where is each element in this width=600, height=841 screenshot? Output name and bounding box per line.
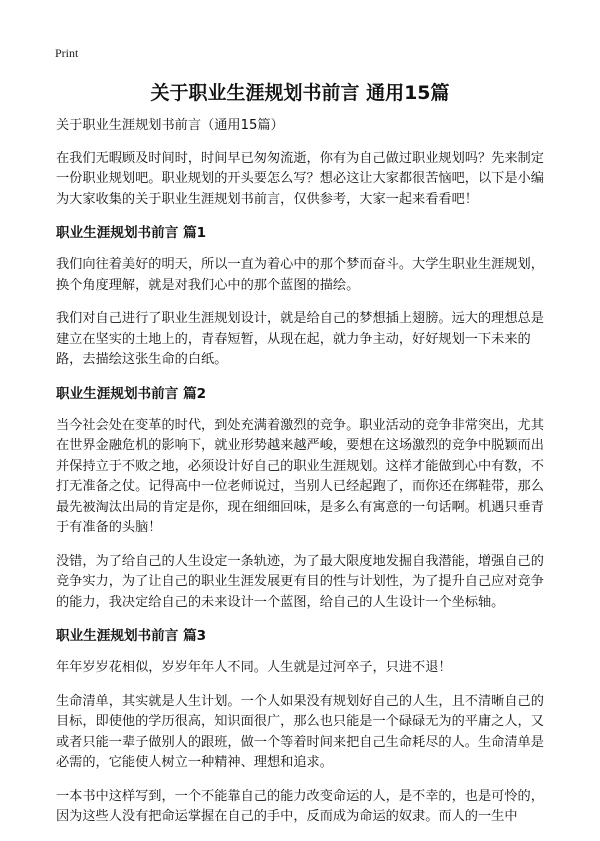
intro-paragraph: 在我们无暇顾及时间时，时间早已匆匆流逝，你有为自己做过职业规划吗？先来制定一份职业规划吧。职业规划的开头要怎么写？想必这让大家都很苦恼吧，以下是小编为大家收集的关于职业生涯规划书前言，仅供参考，大家一起来看看吧！ bbox=[56, 150, 544, 207]
section-heading: 职业生涯规划书前言 篇2 bbox=[56, 385, 207, 402]
paragraph: 一本书中这样写到，一个不能靠自己的能力改变命运的人，是不幸的，也是可怜的，因为这些人没有把命运掌握在自己的手中，反而成为命运的奴隶。而人的一生中 bbox=[56, 788, 544, 824]
paragraph: 我们向往着美好的明天，所以一直为着心中的那个梦而奋斗。大学生职业生涯规划，换个角度理解，就是对我们心中的那个蓝图的描绘。 bbox=[56, 257, 544, 293]
paragraph: 我们对自己进行了职业生涯规划设计，就是给自己的梦想插上翅膀。远大的理想总是建立在坚实的土地上的，青春短暂，从现在起，就力争主动，好好规划一下未来的路，去描绘这张生命的白纸。 bbox=[56, 311, 544, 367]
document-body bbox=[56, 116, 552, 841]
paragraph: 没错，为了给自己的人生设定一条轨迹，为了最大限度地发掘自我潜能，增强自己的竞争实力，为了让自己的职业生涯发展更有目的性与计划性，为了提升自己应对竞争的能力，我决定给自己的未来设计一个蓝图，给自己的人生设计一个坐标轴。 bbox=[56, 553, 544, 610]
document-subtitle: 关于职业生涯规划书前言（通用15篇） bbox=[56, 118, 284, 133]
paragraph: 年年岁岁花相似，岁岁年年人不同。人生就是过河卒子，只进不退！ bbox=[56, 660, 452, 675]
document-title: 关于职业生涯规划书前言 通用15篇 bbox=[150, 82, 450, 104]
print-link[interactable]: Print bbox=[55, 46, 79, 60]
paragraph: 当今社会处在变革的时代，到处充满着激烈的竞争。职业活动的竞争非常突出，尤其在世界金融危机的影响下，就业形势越来越严峻，要想在这场激烈的竞争中脱颖而出并保持立于不败之地，必须设计好自己的职业生涯规划。这样才能做到心中有数，不打无准备之仗。记得高中一位老师说过，当别人已经起跑了，而你还在绑鞋带，那么最先被淘汰出局的肯定是你，现在细细回味，是多么有寓意的一句话啊。机遇只垂青于有准备的头脑！ bbox=[56, 417, 544, 535]
section-heading: 职业生涯规划书前言 篇3 bbox=[56, 628, 207, 644]
section-3 bbox=[56, 626, 552, 828]
section-heading: 职业生涯规划书前言 篇1 bbox=[56, 225, 207, 241]
paragraph: 生命清单，其实就是人生计划。一个人如果没有规划好自己的人生，且不清晰自己的目标，即使他的学历很高，知识面很广，那么也只能是一个碌碌无为的平庸之人，又或者只能一辈子做别人的跟班，做一个等着时间来把自己生命耗尽的人。生命清单是必需的，它能使人树立一种精神、理想和追求。 bbox=[56, 693, 544, 770]
section-1 bbox=[56, 223, 552, 371]
section-2 bbox=[56, 384, 552, 614]
